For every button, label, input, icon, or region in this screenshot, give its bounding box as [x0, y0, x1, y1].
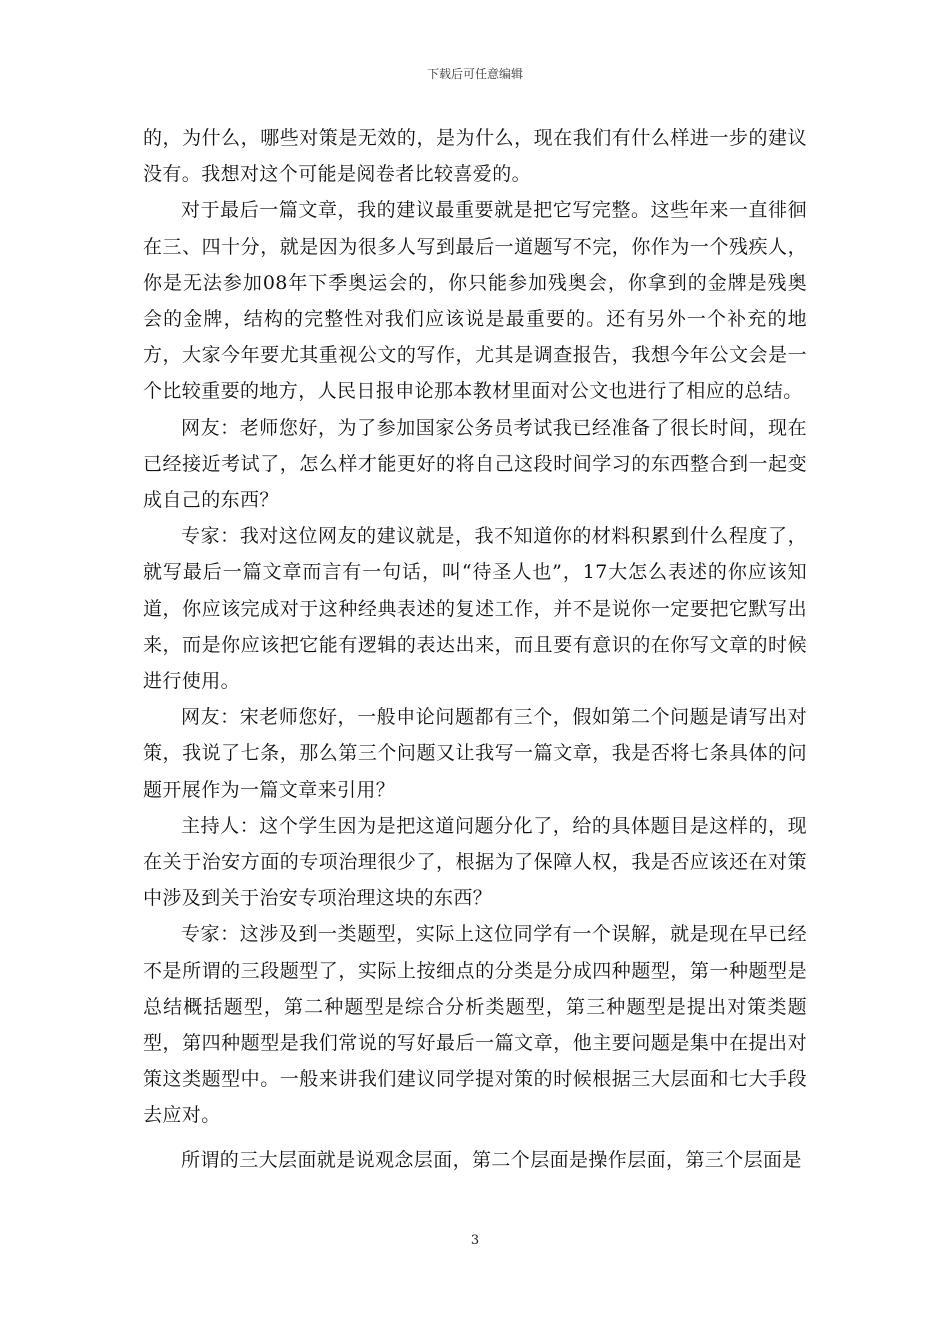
paragraph-6: 主持人：这个学生因为是把这道问题分化了，给的具体题目是这样的，现在关于治安方面的专项治理很少了，根据为了保障人权，我是否应该还在对策中涉及到关于治安专项治理这块的东西？: [143, 814, 807, 910]
page-number: 3: [470, 1233, 480, 1248]
paragraph-1: 的，为什么，哪些对策是无效的，是为什么，现在我们有什么样进一步的建议没有。我想对这个可能是阅卷者比较喜爱的。: [143, 127, 807, 186]
paragraph-5: 网友：宋老师您好，一般申论问题都有三个，假如第二个问题是请写出对策，我说了七条，那么第三个问题又让我写一篇文章，我是否将七条具体的问题开展作为一篇文章来引用？: [143, 706, 807, 801]
page-header: 下载后可任意编辑: [426, 67, 523, 81]
paragraph-2: 对于最后一篇文章，我的建议最重要就是把它写完整。这些年来一直徘徊在三、四十分，就是因为很多人写到最后一道题写不完，你作为一个残疾人，你是无法参加08年下季奥运会的，你只能参加残奥会，你拿到的金牌是残奥会的金牌，结构的完整性对我们应该说是最重要的。还有另外一个补充的地方，大家今年要尤其重视公文的写作，尤其是调查报告，我想今年公文会是一个比较重要的地方，人民日报申论那本教材里面对公文也进行了相应的总结。: [143, 199, 807, 403]
document-body: [143, 120, 807, 1178]
paragraph-7: 专家：这涉及到一类题型，实际上这位同学有一个误解，就是现在早已经不是所谓的三段题型了，实际上按细点的分类是分成四种题型，第一种题型是总结概括题型，第二种题型是综合分析类题型，第三种题型是提出对策类题型，第四种题型是我们常说的写好最后一篇文章，他主要问题是集中在提出对策这类题型中。一般来讲我们建议同学提对策的时候根据三大层面和七大手段去应对。: [143, 923, 807, 1127]
paragraph-4: 专家：我对这位网友的建议就是，我不知道你的材料积累到什么程度了，就写最后一篇文章而言有一句话，叫“待圣人也”，17大怎么表述的你应该知道，你应该完成对于这种经典表述的复述工作，并不是说你一定要把它默写出来，而是你应该把它能有逻辑的表达出来，而且要有意识的在你写文章的时候进行使用。: [143, 525, 807, 693]
paragraph-3: 网友：老师您好，为了参加国家公务员考试我已经准备了很长时间，现在已经接近考试了，怎么样才能更好的将自己这段时间学习的东西整合到一起变成自己的东西？: [143, 416, 807, 512]
paragraph-8: 所谓的三大层面就是说观念层面，第二个层面是操作层面，第三个层面是: [181, 1148, 802, 1171]
